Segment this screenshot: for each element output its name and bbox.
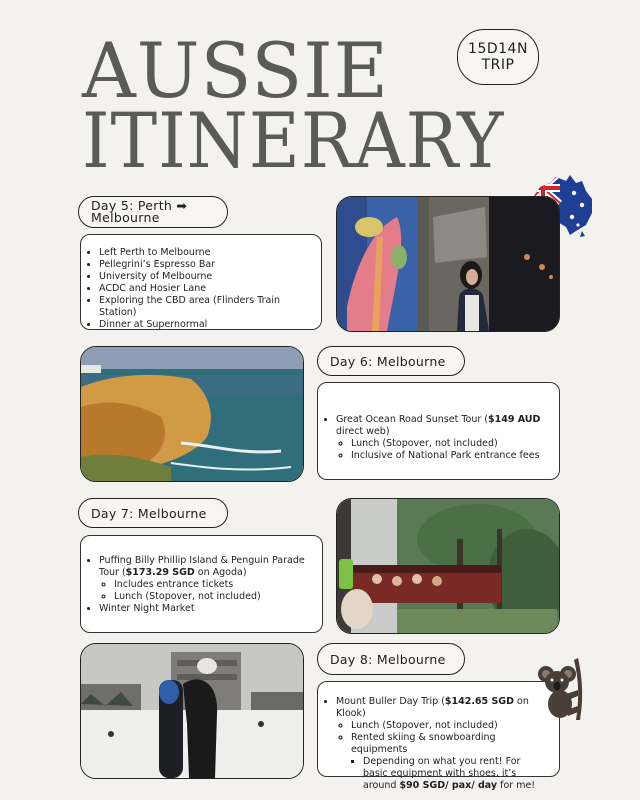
trip-length-badge [457, 29, 539, 85]
day-6-heading [317, 346, 465, 376]
list-item: • University of Melbourne [99, 271, 315, 283]
day-5-heading [78, 196, 228, 228]
list-item: ◦ Inclusive of National Park entrance fees [351, 450, 555, 462]
list-item: • Mount Buller Day Trip ($142.65 SGD on Klook) ◦ Lunch (Stopover, not included) ◦ Rented skiing & snowboarding equipments ▪ Depending on what you rent! For basic equipment with shoes, it’s around $90 SGD/ pax/ day for me! [336, 696, 543, 792]
day-6-heading-text: Day 6: Melbourne [330, 353, 446, 369]
list-item: • Left Perth to Melbourne [99, 247, 315, 259]
list-item: ◦ Includes entrance tickets [114, 579, 316, 591]
tour-price: $173.29 SGD [125, 567, 195, 578]
hosier-lane-photo [336, 196, 560, 332]
badge-line-1: 15D14N [468, 41, 528, 57]
day-8-heading-text: Day 8: Melbourne [330, 651, 446, 667]
day-8-list [318, 696, 543, 792]
day-5-heading-text: Day 5: Perth ➡ Melbourne [91, 198, 188, 225]
list-item: • Pellegrini’s Espresso Bar [99, 259, 315, 271]
list-item: ◦ Lunch (Stopover, not included) [351, 438, 555, 450]
day-5-list [81, 247, 315, 331]
day-6-card [317, 382, 560, 480]
day-8-heading [317, 643, 465, 675]
list-item: • Winter Night Market [99, 603, 316, 615]
tour-price: $149 AUD [488, 414, 541, 425]
rental-price: $90 SGD/ pax/ day [399, 780, 498, 791]
day-5-card [80, 234, 322, 330]
day-6-list [318, 414, 555, 462]
list-item: • Great Ocean Road Sunset Tour ($149 AUD direct web) ◦ Lunch (Stopover, not included) ◦ Inclusive of National Park entrance fees [336, 414, 555, 462]
tour-price: $142.65 SGD [444, 696, 514, 707]
list-item: • Exploring the CBD area (Flinders Train Station) [99, 295, 315, 319]
list-item: • Dinner at Supernormal [99, 319, 315, 331]
day-7-card [80, 535, 323, 633]
list-item: • ACDC and Hosier Lane [99, 283, 315, 295]
title-line-1: AUSSIE [82, 26, 389, 115]
list-item: ◦ Rented skiing & snowboarding equipments ▪ Depending on what you rent! For basic equipment with shoes, it’s around $90 SGD/ pax/ day for me! [351, 732, 543, 792]
great-ocean-road-photo [80, 346, 304, 482]
day-8-card [317, 681, 560, 791]
list-item: ◦ Lunch (Stopover, not included) [351, 720, 543, 732]
mount-buller-photo [80, 643, 304, 779]
puffing-billy-photo [336, 498, 560, 634]
list-item: ◦ Lunch (Stopover, not included) [114, 591, 316, 603]
list-item: ▪ Depending on what you rent! For basic equipment with shoes, it’s around $90 SGD/ pax/ day for me! [363, 756, 543, 792]
day-7-list [81, 555, 316, 615]
badge-line-2: TRIP [481, 57, 515, 73]
title-line-2: ITINERARY [82, 96, 505, 185]
day-7-heading [78, 498, 228, 528]
list-item: • Puffing Billy Phillip Island & Penguin Parade Tour ($173.29 SGD on Agoda) ◦ Includes entrance tickets ◦ Lunch (Stopover, not included) [99, 555, 316, 603]
day-7-heading-text: Day 7: Melbourne [91, 505, 207, 521]
koala-icon [536, 656, 588, 722]
